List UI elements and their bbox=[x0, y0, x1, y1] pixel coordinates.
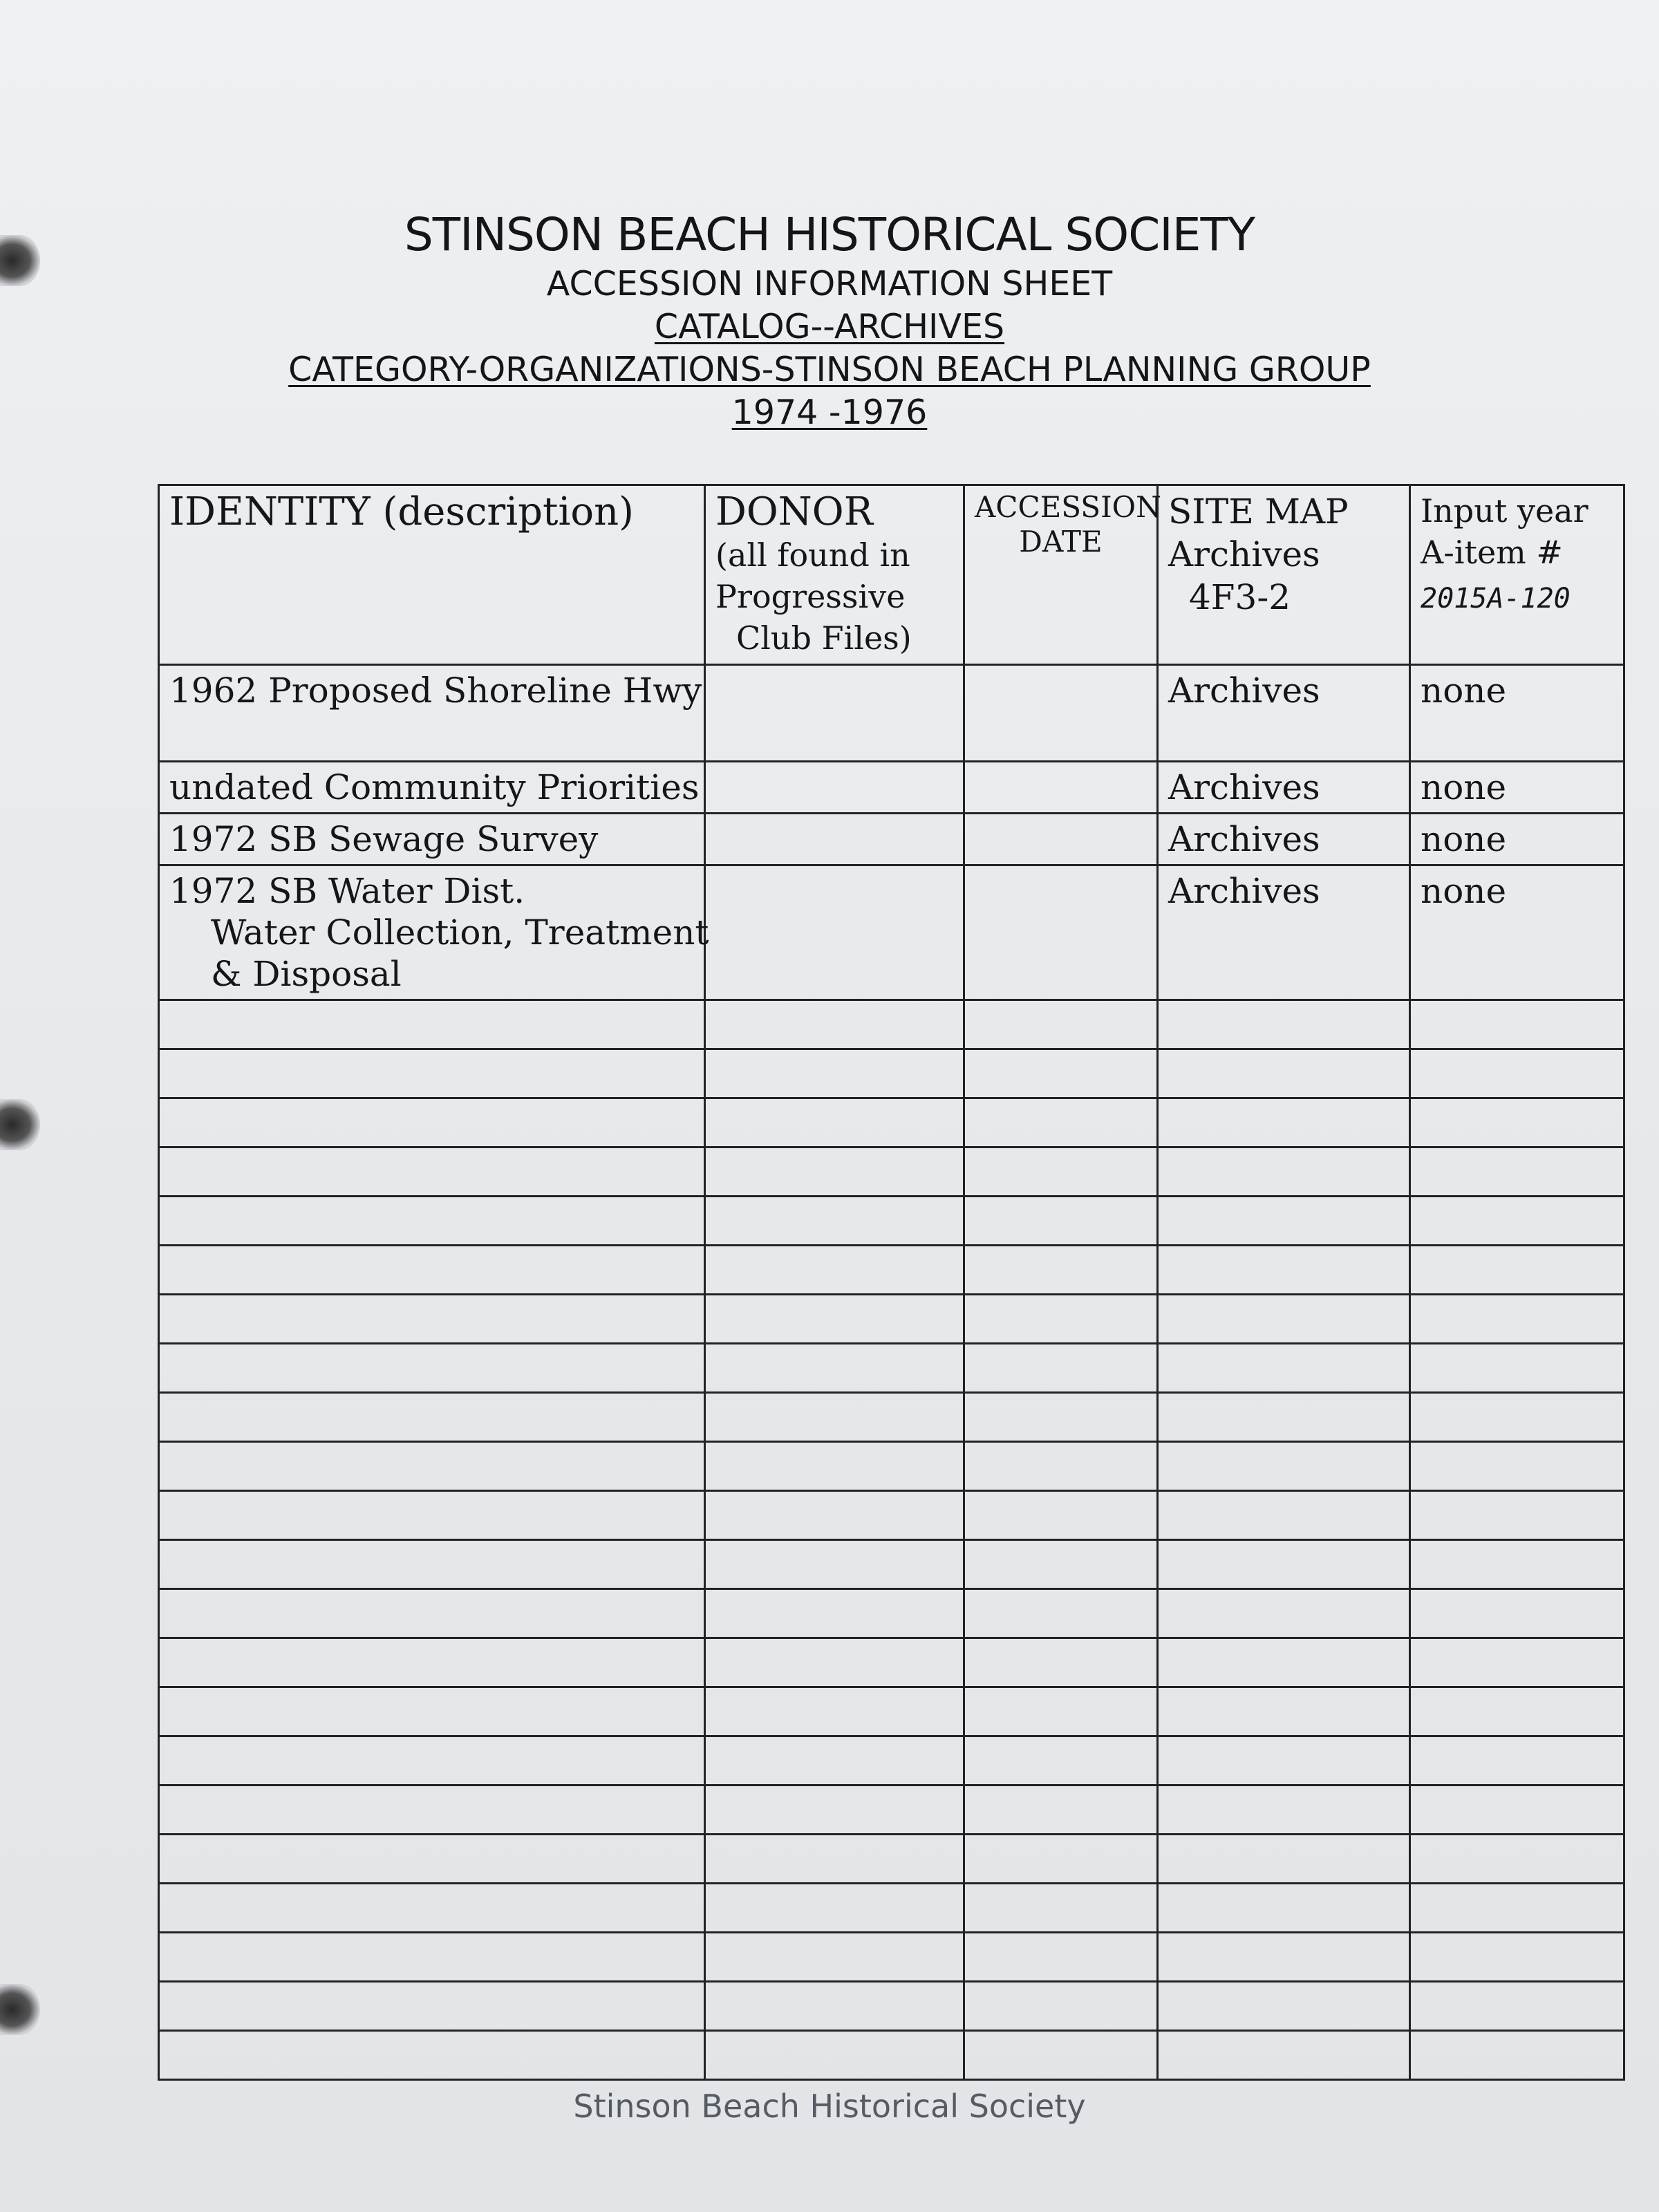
empty-table-row bbox=[159, 1835, 1624, 1884]
empty-cell bbox=[964, 1049, 1158, 1098]
empty-cell bbox=[1410, 1884, 1624, 1933]
donor-cell bbox=[705, 814, 964, 865]
empty-cell bbox=[964, 1835, 1158, 1884]
empty-cell bbox=[159, 1295, 705, 1344]
empty-cell bbox=[159, 1687, 705, 1736]
empty-cell bbox=[1158, 1491, 1410, 1540]
header-site-map bbox=[1158, 485, 1410, 665]
empty-cell bbox=[1158, 1540, 1410, 1589]
empty-cell bbox=[964, 2031, 1158, 2080]
date-header-label: DATE bbox=[1019, 525, 1103, 559]
donor-header-label: DONOR bbox=[715, 489, 873, 534]
empty-cell bbox=[1410, 1442, 1624, 1491]
site-code-label: 4F3-2 bbox=[1189, 577, 1291, 617]
empty-cell bbox=[964, 1197, 1158, 1246]
binder-hole bbox=[0, 1984, 40, 2035]
empty-cell bbox=[1158, 1982, 1410, 2031]
empty-cell bbox=[159, 1098, 705, 1147]
donor-note: (all found in bbox=[715, 536, 910, 574]
empty-cell bbox=[705, 1638, 964, 1687]
empty-cell bbox=[1410, 1000, 1624, 1049]
empty-cell bbox=[159, 1393, 705, 1442]
table-row bbox=[159, 865, 1624, 1000]
empty-cell bbox=[1410, 1344, 1624, 1393]
accession-date-cell bbox=[964, 814, 1158, 865]
table-row bbox=[159, 814, 1624, 865]
empty-cell bbox=[705, 1491, 964, 1540]
identity-header-label: IDENTITY (description) bbox=[169, 489, 634, 534]
table-row bbox=[159, 665, 1624, 762]
empty-cell bbox=[964, 1933, 1158, 1982]
empty-cell bbox=[1410, 1540, 1624, 1589]
empty-table-row bbox=[159, 1982, 1624, 2031]
empty-cell bbox=[705, 1982, 964, 2031]
site-cell: Archives bbox=[1158, 814, 1410, 865]
empty-cell bbox=[705, 1344, 964, 1393]
empty-cell bbox=[159, 1835, 705, 1884]
accession-date-cell bbox=[964, 665, 1158, 762]
input-year-header-label: Input year bbox=[1421, 492, 1588, 529]
accession-table bbox=[158, 484, 1625, 2081]
empty-cell bbox=[705, 1933, 964, 1982]
empty-cell bbox=[1158, 1442, 1410, 1491]
empty-cell bbox=[705, 1589, 964, 1638]
empty-cell bbox=[1158, 1687, 1410, 1736]
sheet-title: ACCESSION INFORMATION SHEET bbox=[546, 264, 1113, 303]
accession-date-cell bbox=[964, 865, 1158, 1000]
empty-cell bbox=[1410, 1785, 1624, 1835]
empty-cell bbox=[1158, 1933, 1410, 1982]
empty-cell bbox=[1410, 1246, 1624, 1295]
empty-cell bbox=[1158, 1835, 1410, 1884]
empty-cell bbox=[1410, 1638, 1624, 1687]
empty-table-row bbox=[159, 1933, 1624, 1982]
accession-date-cell bbox=[964, 762, 1158, 814]
input-cell: none bbox=[1410, 865, 1624, 1000]
empty-cell bbox=[964, 1098, 1158, 1147]
empty-cell bbox=[964, 1147, 1158, 1197]
empty-cell bbox=[964, 1442, 1158, 1491]
empty-cell bbox=[1410, 1147, 1624, 1197]
empty-table-row bbox=[159, 1540, 1624, 1589]
table-row bbox=[159, 762, 1624, 814]
empty-cell bbox=[964, 1638, 1158, 1687]
footer-watermark: Stinson Beach Historical Society bbox=[573, 2088, 1086, 2125]
empty-cell bbox=[159, 1736, 705, 1785]
identity-line: & Disposal bbox=[211, 954, 402, 994]
empty-table-row bbox=[159, 1638, 1624, 1687]
empty-table-row bbox=[159, 1736, 1624, 1785]
site-cell: Archives bbox=[1158, 665, 1410, 762]
empty-cell bbox=[159, 1344, 705, 1393]
empty-cell bbox=[705, 1049, 964, 1098]
empty-cell bbox=[1410, 1197, 1624, 1246]
empty-table-row bbox=[159, 1246, 1624, 1295]
empty-cell bbox=[964, 1736, 1158, 1785]
empty-cell bbox=[705, 1736, 964, 1785]
empty-cell bbox=[159, 2031, 705, 2080]
empty-table-row bbox=[159, 1884, 1624, 1933]
identity-line: Water Collection, Treatment bbox=[211, 912, 709, 953]
empty-cell bbox=[1410, 1589, 1624, 1638]
empty-cell bbox=[964, 1295, 1158, 1344]
years-title: 1974 -1976 bbox=[731, 393, 928, 432]
identity-cell bbox=[159, 865, 709, 1000]
empty-cell bbox=[1410, 1049, 1624, 1098]
input-cell: none bbox=[1410, 814, 1624, 865]
input-cell: none bbox=[1410, 762, 1624, 814]
empty-cell bbox=[159, 1589, 705, 1638]
header-donor bbox=[705, 485, 964, 665]
empty-cell bbox=[1410, 1933, 1624, 1982]
empty-cell bbox=[705, 1147, 964, 1197]
empty-table-row bbox=[159, 1785, 1624, 1835]
empty-table-row bbox=[159, 1491, 1624, 1540]
identity-line: 1972 SB Water Dist. bbox=[169, 871, 525, 911]
empty-table-row bbox=[159, 1442, 1624, 1491]
empty-cell bbox=[1158, 1197, 1410, 1246]
empty-cell bbox=[964, 1884, 1158, 1933]
empty-table-row bbox=[159, 1687, 1624, 1736]
empty-cell bbox=[964, 1687, 1158, 1736]
empty-cell bbox=[705, 1197, 964, 1246]
empty-cell bbox=[705, 1785, 964, 1835]
donor-note: Progressive bbox=[715, 578, 906, 615]
empty-cell bbox=[705, 1687, 964, 1736]
empty-table-row bbox=[159, 1589, 1624, 1638]
empty-cell bbox=[1158, 1000, 1410, 1049]
empty-cell bbox=[705, 1295, 964, 1344]
empty-cell bbox=[705, 1000, 964, 1049]
empty-table-row bbox=[159, 1049, 1624, 1098]
empty-cell bbox=[159, 1785, 705, 1835]
empty-cell bbox=[964, 1491, 1158, 1540]
empty-cell bbox=[159, 1884, 705, 1933]
accession-header-label: ACCESSION bbox=[975, 490, 1161, 524]
empty-cell bbox=[964, 1000, 1158, 1049]
empty-cell bbox=[1410, 1295, 1624, 1344]
empty-cell bbox=[159, 1246, 705, 1295]
empty-table-row bbox=[159, 1197, 1624, 1246]
input-cell: none bbox=[1410, 665, 1624, 762]
donor-cell bbox=[705, 865, 964, 1000]
empty-cell bbox=[1410, 1835, 1624, 1884]
empty-cell bbox=[1158, 1638, 1410, 1687]
handwritten-item-number: 2015A-120 bbox=[1421, 583, 1571, 615]
empty-cell bbox=[159, 1000, 705, 1049]
empty-cell bbox=[1158, 1049, 1410, 1098]
empty-table-row bbox=[159, 1000, 1624, 1049]
empty-cell bbox=[159, 1147, 705, 1197]
organization-title: STINSON BEACH HISTORICAL SOCIETY bbox=[404, 208, 1255, 261]
empty-table-row bbox=[159, 2031, 1624, 2080]
empty-cell bbox=[1158, 1589, 1410, 1638]
empty-cell bbox=[1158, 1785, 1410, 1835]
donor-cell bbox=[705, 762, 964, 814]
item-number-header-label: A-item # bbox=[1421, 534, 1563, 571]
empty-cell bbox=[964, 1344, 1158, 1393]
empty-cell bbox=[1158, 1295, 1410, 1344]
empty-cell bbox=[159, 1540, 705, 1589]
document-header bbox=[166, 207, 1493, 434]
empty-cell bbox=[159, 1049, 705, 1098]
site-archives-label: Archives bbox=[1168, 534, 1320, 574]
site-cell: Archives bbox=[1158, 865, 1410, 1000]
binder-hole bbox=[0, 235, 40, 286]
empty-table-row bbox=[159, 1098, 1624, 1147]
empty-cell bbox=[705, 1540, 964, 1589]
empty-cell bbox=[1410, 1491, 1624, 1540]
empty-cell bbox=[705, 1835, 964, 1884]
empty-cell bbox=[705, 1884, 964, 1933]
identity-cell: 1972 SB Sewage Survey bbox=[159, 814, 705, 865]
donor-cell bbox=[705, 665, 964, 762]
catalog-title: CATALOG--ARCHIVES bbox=[654, 307, 1005, 346]
empty-cell bbox=[964, 1393, 1158, 1442]
site-map-header-label: SITE MAP bbox=[1168, 491, 1349, 532]
empty-cell bbox=[1410, 1098, 1624, 1147]
empty-table-row bbox=[159, 1393, 1624, 1442]
empty-cell bbox=[964, 1589, 1158, 1638]
empty-cell bbox=[1410, 1982, 1624, 2031]
empty-cell bbox=[159, 1982, 705, 2031]
empty-cell bbox=[1158, 2031, 1410, 2080]
empty-cell bbox=[705, 1393, 964, 1442]
empty-cell bbox=[159, 1933, 705, 1982]
empty-cell bbox=[159, 1491, 705, 1540]
empty-cell bbox=[1158, 1344, 1410, 1393]
empty-cell bbox=[1410, 1393, 1624, 1442]
empty-table-row bbox=[159, 1295, 1624, 1344]
empty-cell bbox=[964, 1982, 1158, 2031]
empty-cell bbox=[159, 1638, 705, 1687]
empty-cell bbox=[705, 1442, 964, 1491]
header-accession-date bbox=[964, 485, 1161, 665]
empty-cell bbox=[964, 1540, 1158, 1589]
empty-cell bbox=[1410, 1687, 1624, 1736]
empty-cell bbox=[1158, 1393, 1410, 1442]
empty-cell bbox=[1158, 1147, 1410, 1197]
empty-cell bbox=[705, 1246, 964, 1295]
empty-table-row bbox=[159, 1344, 1624, 1393]
empty-cell bbox=[964, 1246, 1158, 1295]
empty-cell bbox=[1158, 1246, 1410, 1295]
header-identity bbox=[159, 485, 705, 665]
site-cell: Archives bbox=[1158, 762, 1410, 814]
table-header-row bbox=[159, 485, 1624, 665]
header-input-year bbox=[1410, 485, 1624, 665]
empty-cell bbox=[159, 1197, 705, 1246]
empty-cell bbox=[1410, 2031, 1624, 2080]
identity-cell: undated Community Priorities bbox=[159, 762, 705, 814]
identity-cell: 1962 Proposed Shoreline Hwy bbox=[159, 665, 705, 762]
empty-cell bbox=[705, 1098, 964, 1147]
empty-table-row bbox=[159, 1147, 1624, 1197]
binder-hole bbox=[0, 1099, 40, 1150]
category-title: CATEGORY-ORGANIZATIONS-STINSON BEACH PLANNING GROUP bbox=[288, 350, 1371, 389]
empty-cell bbox=[1158, 1736, 1410, 1785]
empty-cell bbox=[705, 2031, 964, 2080]
empty-cell bbox=[1158, 1098, 1410, 1147]
donor-note: Club Files) bbox=[736, 619, 912, 657]
empty-cell bbox=[1158, 1884, 1410, 1933]
empty-cell bbox=[159, 1442, 705, 1491]
empty-cell bbox=[1410, 1736, 1624, 1785]
empty-cell bbox=[964, 1785, 1158, 1835]
